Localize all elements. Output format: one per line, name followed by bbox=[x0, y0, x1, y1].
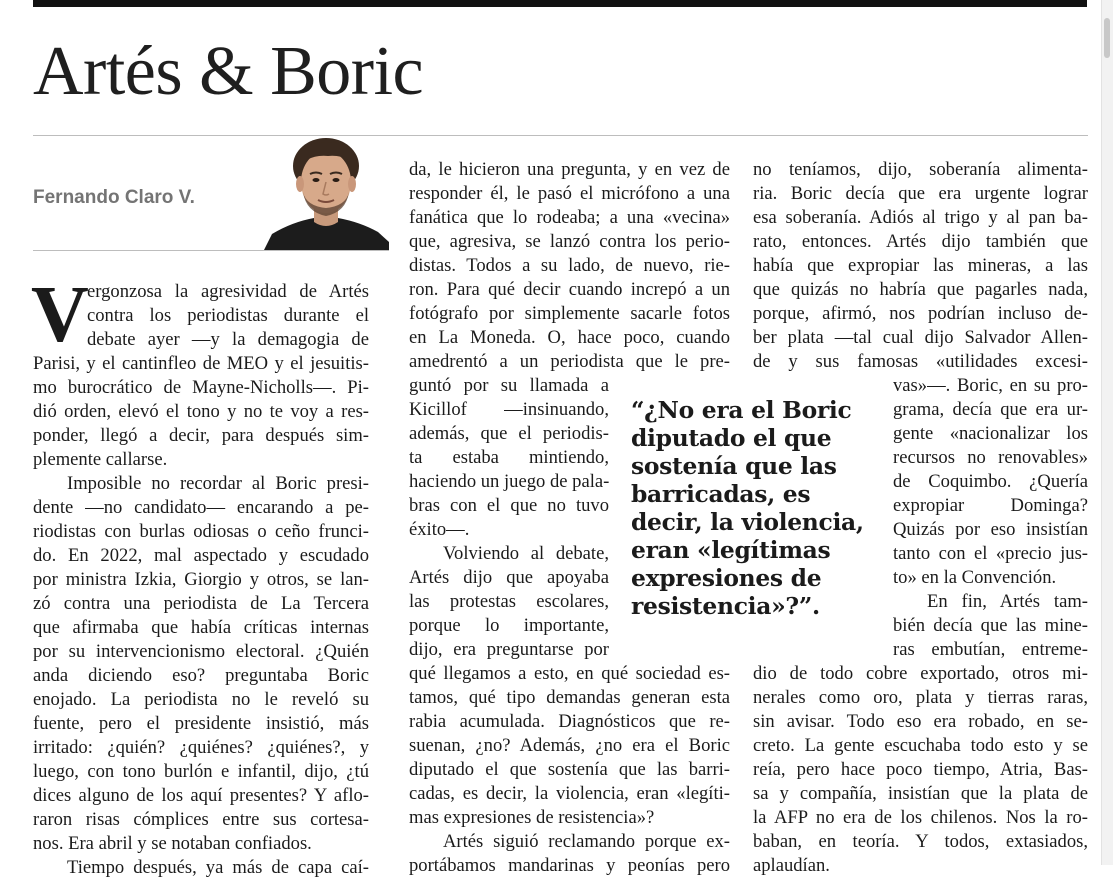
text-line: baban, en teoría. Y todos, extasiados, bbox=[753, 831, 1088, 852]
text-line: sin avisar. Todo eso era robado, en se- bbox=[753, 711, 1088, 732]
article-headline: Artés & Boric bbox=[33, 33, 424, 110]
text-line: dió orden, elevó el tono y no te voy a res- bbox=[33, 401, 369, 422]
text-line: por ministra Izkia, Giorgio y otros, se lan- bbox=[33, 569, 369, 590]
text-line: ras embutían, entreme- bbox=[893, 639, 1088, 660]
text-line: responder él, le pasó el micrófono a una bbox=[409, 183, 730, 204]
text-line: raron risas cómplices entre sus cortesa- bbox=[33, 809, 369, 830]
text-line: había que expropiar las mineras, a las bbox=[753, 255, 1088, 276]
text-line: además, que el periodis- bbox=[409, 423, 609, 444]
text-line: grama, decía que era ur- bbox=[893, 399, 1088, 420]
text-line: to» en la Convención. bbox=[893, 567, 1057, 588]
text-line: reía, pero hace poco tiempo, Atria, Bas- bbox=[753, 759, 1088, 780]
text-line: Kicillof —insinuando, bbox=[409, 399, 609, 420]
headline-divider bbox=[33, 135, 1088, 136]
text-line: nerales como oro, plata y tierras raras, bbox=[753, 687, 1088, 708]
text-line: Quizás por eso insistían bbox=[893, 519, 1088, 540]
pull-quote-line: barricadas, es bbox=[631, 480, 811, 508]
drop-cap: V bbox=[31, 271, 89, 359]
text-line: qué llegamos a esto, en qué sociedad es- bbox=[409, 663, 730, 684]
text-line: sa y compañía, insistían que la plata de bbox=[753, 783, 1088, 804]
text-line: plemente callarse. bbox=[33, 449, 168, 470]
pull-quote-line: diputado el que bbox=[631, 424, 832, 452]
text-line: ta estaba mintiendo, bbox=[409, 447, 609, 468]
text-line: En fin, Artés tam- bbox=[927, 591, 1088, 612]
text-line: porque lo importante, bbox=[409, 615, 609, 636]
text-line: aplaudían. bbox=[753, 855, 830, 876]
text-line: expropiar Dominga? bbox=[893, 495, 1088, 516]
scrollbar-track[interactable] bbox=[1101, 0, 1113, 865]
text-line: rato, entonces. Artés dijo también que bbox=[753, 231, 1088, 252]
text-line: diputado el que sostenía que las barri- bbox=[409, 759, 730, 780]
text-line: que, agresiva, se lanzó contra los perio- bbox=[409, 231, 730, 252]
text-line: cadas, es decir, la violencia, eran «legíti- bbox=[409, 783, 730, 804]
text-line: contra los periodistas durante el bbox=[87, 305, 369, 326]
text-line: fuente, pero el presidente insistió, más bbox=[33, 713, 369, 734]
text-line: no teníamos, dijo, soberanía alimenta- bbox=[753, 159, 1088, 180]
text-line: ria. Boric decía que era urgente lograr bbox=[753, 183, 1088, 204]
pull-quote-line: resistencia»?”. bbox=[631, 592, 820, 620]
text-line: irritado: ¿quién? ¿quiénes? ¿quiénes?, y bbox=[33, 737, 369, 758]
text-line: suenan, ¿no? Además, ¿no era el Boric bbox=[409, 735, 730, 756]
author-photo bbox=[262, 136, 389, 250]
text-line: ponder, llegó a decir, para después sim- bbox=[33, 425, 369, 446]
text-line: bién decía que las mine- bbox=[893, 615, 1088, 636]
text-line: da, le hicieron una pregunta, y en vez de bbox=[409, 159, 730, 180]
text-line: portábamos mandarinas y peonías pero bbox=[409, 855, 730, 876]
scrollbar-thumb[interactable] bbox=[1104, 18, 1110, 58]
article-column-1 bbox=[31, 271, 369, 880]
pull-quote-line: expresiones de bbox=[631, 564, 822, 592]
text-line: distas. Todos a su lado, de nuevo, rie- bbox=[409, 255, 730, 276]
text-line: Artés siguió reclamando porque ex- bbox=[443, 831, 730, 852]
text-line: tamos, qué tipo demandas generan esta bbox=[409, 687, 730, 708]
text-line: tanto con el «precio jus- bbox=[893, 543, 1088, 564]
text-line: Tiempo después, ya más de capa caí- bbox=[67, 857, 369, 878]
text-line: que afirmaba que había críticas internas bbox=[33, 617, 369, 638]
text-line: guntó por su llamada a bbox=[409, 375, 609, 396]
text-line: riodistas con burlas odiosas o ceño frunci- bbox=[33, 521, 369, 542]
text-line: do. En 2022, mal aspectado y escudado bbox=[33, 545, 369, 566]
pull-quote-line: decir, la violencia, bbox=[631, 508, 864, 536]
author-byline: Fernando Claro V. bbox=[33, 187, 195, 208]
text-line: bras con el que no tuvo bbox=[409, 495, 609, 516]
pull-quote-line: “¿No era el Boric bbox=[631, 396, 852, 424]
text-line: zó contra una periodista de La Tercera bbox=[33, 593, 369, 614]
text-line: luego, con tono burlón e infantil, dijo, ¿tú bbox=[33, 761, 369, 782]
text-line: gente «nacionalizar los bbox=[893, 423, 1088, 444]
text-line: de Coquimbo. ¿Quería bbox=[893, 471, 1088, 492]
text-line: porque, afirmó, nos podrían incluso de- bbox=[753, 303, 1088, 324]
pull-quote bbox=[631, 396, 881, 620]
text-line: en La Moneda. O, hace poco, cuando bbox=[409, 327, 730, 348]
text-line: Volviendo al debate, bbox=[443, 543, 609, 564]
text-line: ron. Para qué decir cuando increpó a un bbox=[409, 279, 730, 300]
text-line: dijo, era preguntarse por bbox=[409, 639, 609, 660]
text-line: dio de todo cobre exportado, otros mi- bbox=[753, 663, 1088, 684]
pull-quote-line: eran «legítimas bbox=[631, 536, 831, 564]
text-line: mo burocrático de Mayne-Nicholls—. Pi- bbox=[33, 377, 369, 398]
text-line: nos. Era abril y se notaban confiados. bbox=[33, 833, 312, 854]
text-line: dices alguno de los aquí presentes? Y aflo- bbox=[33, 785, 369, 806]
text-line: las protestas escolares, bbox=[409, 591, 609, 612]
text-line: debate ayer —y la demagogia de bbox=[87, 329, 369, 350]
text-line: Imposible no recordar al Boric presi- bbox=[67, 473, 369, 494]
top-rule-bar bbox=[33, 0, 1087, 7]
text-line: mas expresiones de resistencia»? bbox=[409, 807, 655, 828]
text-line: rabia acumulada. Diagnósticos que re- bbox=[409, 711, 730, 732]
text-line: dente —no candidato— encarando a pe- bbox=[33, 497, 369, 518]
text-line: éxito—. bbox=[409, 519, 470, 540]
text-line: anda diciendo eso? preguntaba Boric bbox=[33, 665, 369, 686]
text-line: por su intervencionismo electoral. ¿Quién bbox=[33, 641, 369, 662]
text-line: creto. La gente escuchaba todo esto y se bbox=[753, 735, 1088, 756]
text-line: fanática que lo rodeaba; a una «vecina» bbox=[409, 207, 730, 228]
text-line: de y sus famosas «utilidades excesi- bbox=[753, 351, 1088, 372]
text-line: fotógrafo por simplemente sacarle fotos bbox=[409, 303, 730, 324]
text-line: Artés dijo que apoyaba bbox=[409, 567, 609, 588]
byline-divider bbox=[33, 250, 389, 251]
text-line: vas»—. Boric, en su pro- bbox=[893, 375, 1088, 396]
text-line: ber plata —tal cual dijo Salvador Allen- bbox=[753, 327, 1088, 348]
text-line: la AFP no era de los chilenos. Nos la ro- bbox=[753, 807, 1088, 828]
text-line: enojado. La periodista no le reveló su bbox=[33, 689, 369, 710]
text-line: amedrentó a un periodista que le pre- bbox=[409, 351, 730, 372]
text-line: Parisi, y el cantinfleo de MEO y el jesuitis- bbox=[33, 353, 369, 374]
text-line: recursos no renovables» bbox=[893, 447, 1088, 468]
text-line: esa soberanía. Adiós al trigo y al pan ba- bbox=[753, 207, 1088, 228]
text-line: que quizás no habría que pagarles nada, bbox=[753, 279, 1088, 300]
pull-quote-line: sostenía que las bbox=[631, 452, 837, 480]
text-line: ergonzosa la agresividad de Artés bbox=[87, 281, 369, 302]
text-line: haciendo un juego de pala- bbox=[409, 471, 610, 492]
